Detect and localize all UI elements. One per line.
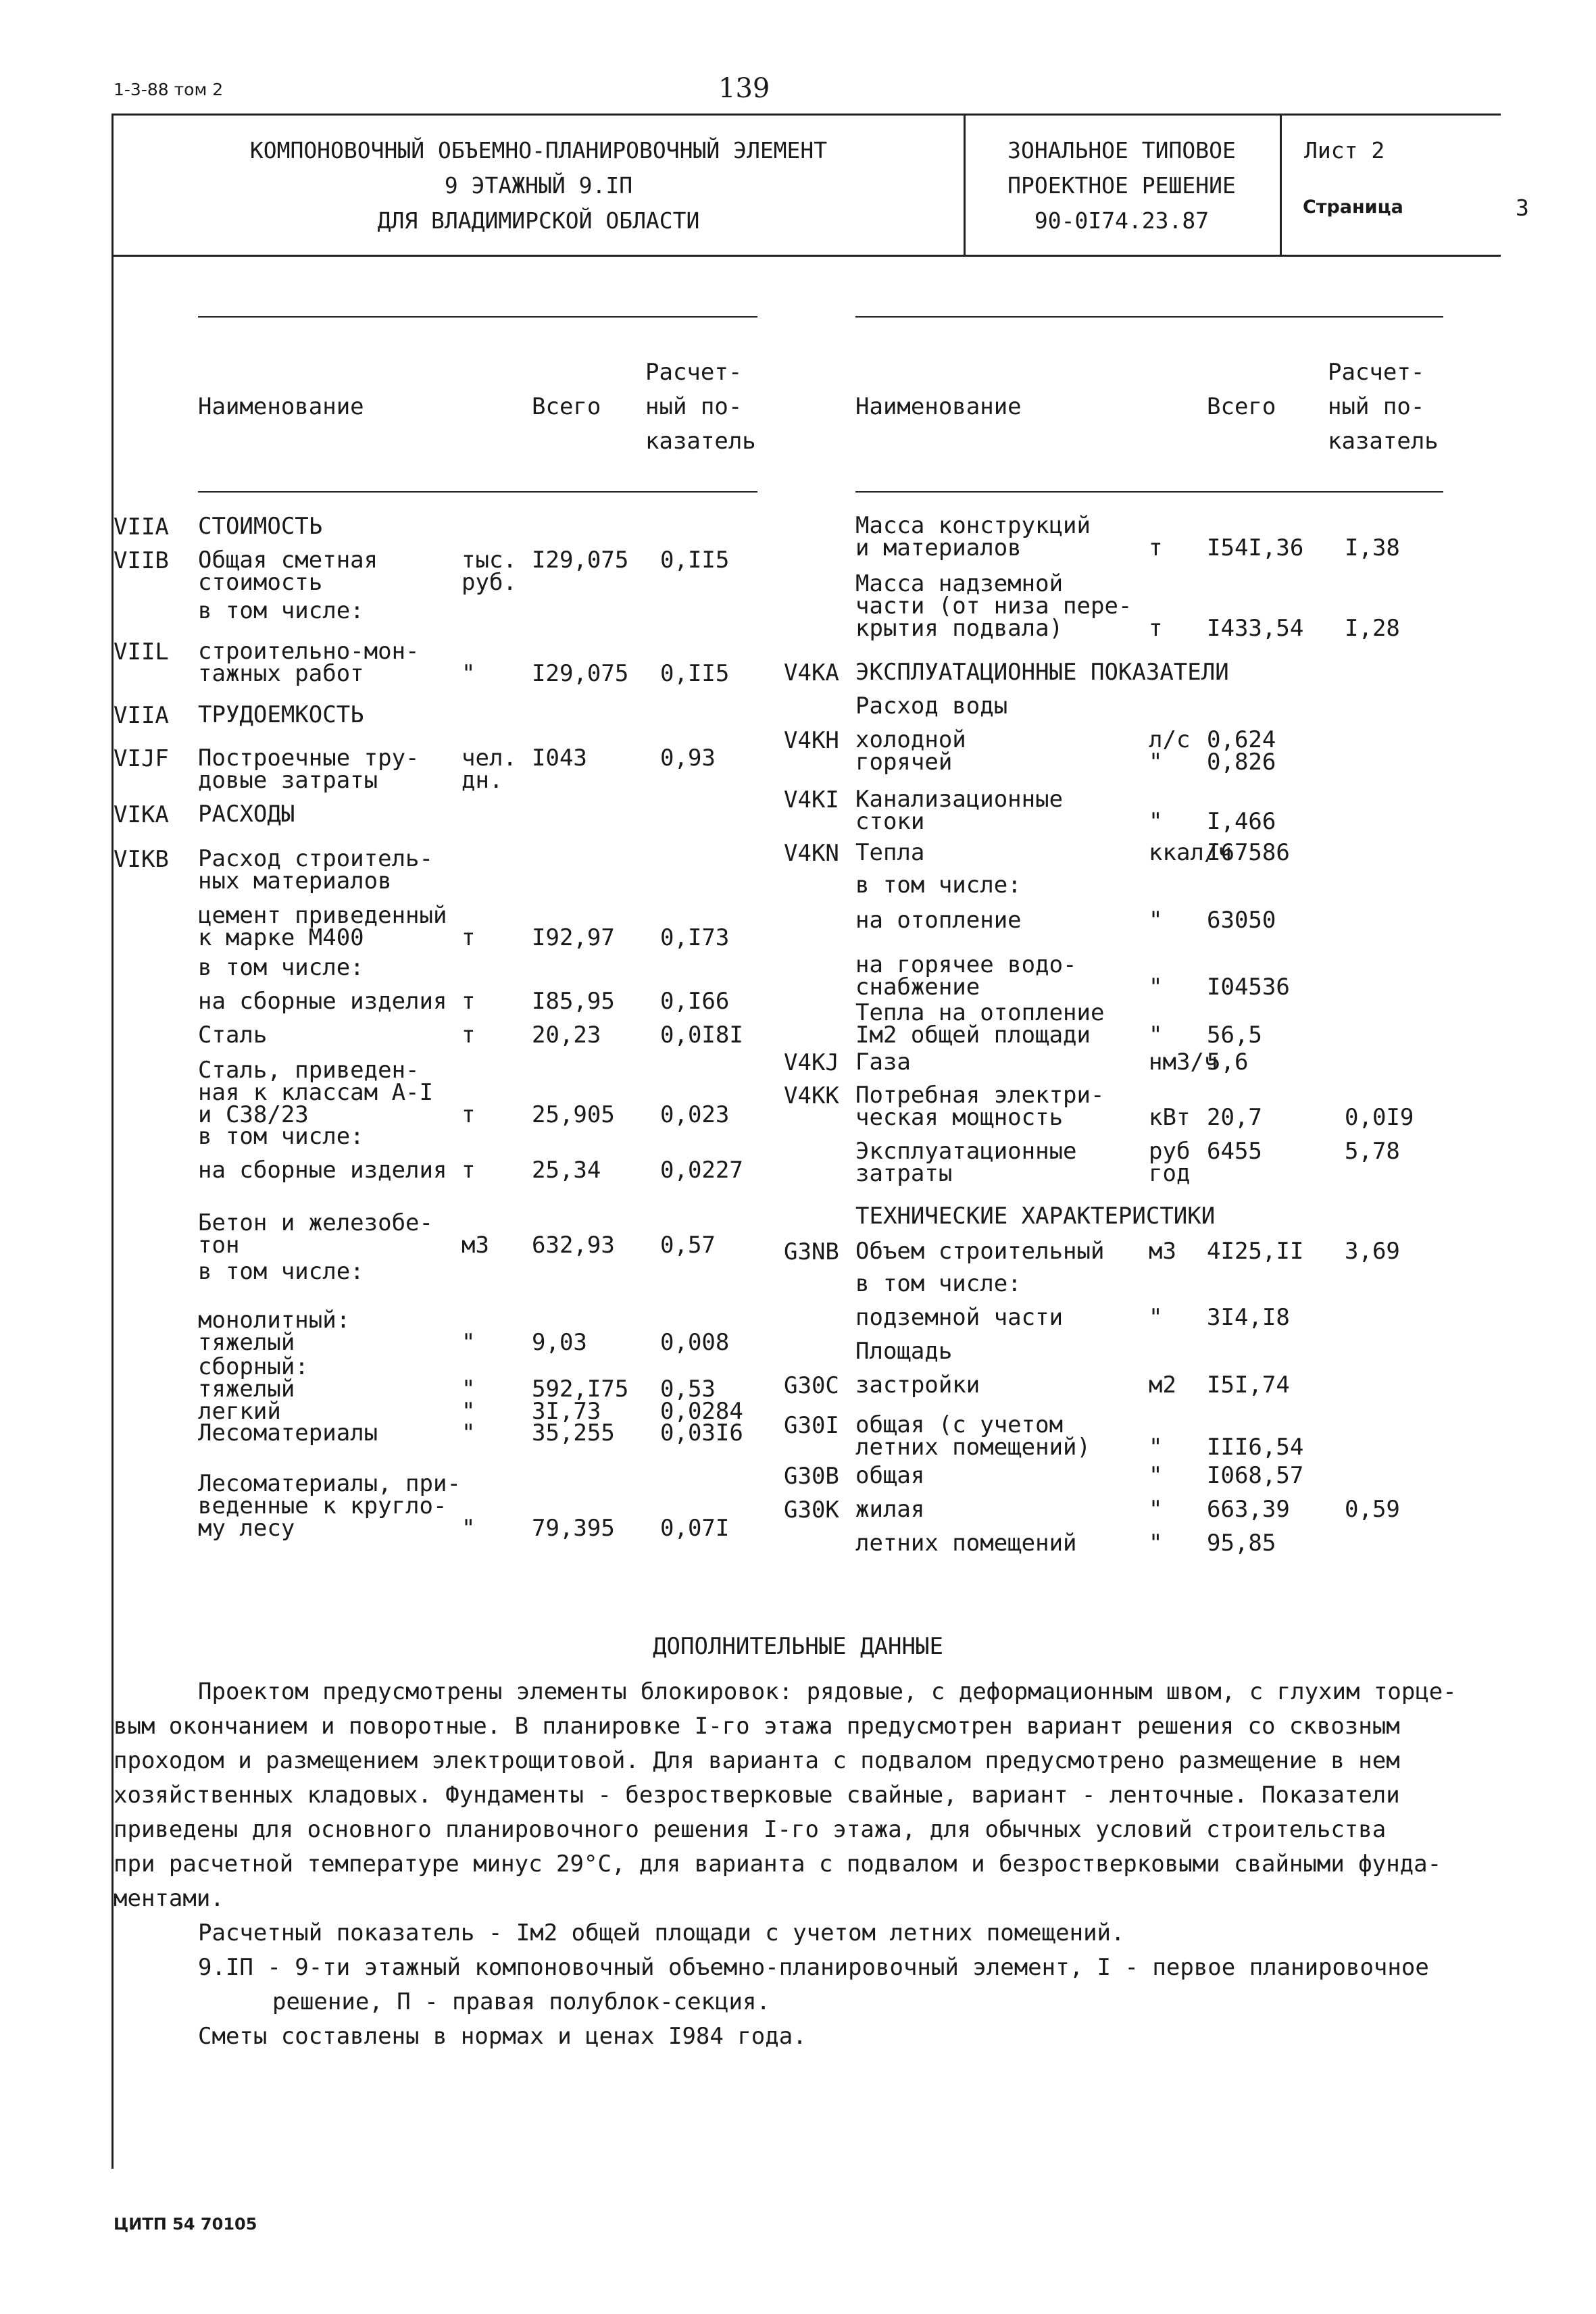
right-row-unit: нм3/ч xyxy=(1149,1049,1218,1076)
note-calc-indicator: Расчетный показатель - Iм2 общей площади с учетом летних помещений. xyxy=(198,1919,1125,1946)
left-row-total: I29,075 xyxy=(532,660,629,687)
right-row-code: G30C xyxy=(784,1372,839,1399)
left-row-name: сборный: xyxy=(198,1353,309,1380)
left-row-total: 79,395 xyxy=(532,1515,615,1542)
left-row-code: VIIA xyxy=(114,513,169,540)
right-row-total: I54I,36 xyxy=(1207,534,1304,561)
left-row-unit: т xyxy=(462,1101,476,1128)
note-element-code: решение, П - правая полублок-секция. xyxy=(272,1988,770,2015)
right-row-code: G30I xyxy=(784,1412,839,1439)
left-row-name: на сборные изделия xyxy=(198,1157,447,1184)
left-row-calc: 0,03I6 xyxy=(660,1419,743,1447)
right-row-total: I04536 xyxy=(1207,974,1290,1001)
right-row-name: в том числе: xyxy=(855,872,1022,899)
left-row-name: СТОИМОСТЬ xyxy=(198,513,323,540)
left-row-name: ная к классам А-I xyxy=(198,1079,433,1106)
left-row-code: VIJF xyxy=(114,745,169,772)
right-row-calc: 5,78 xyxy=(1345,1138,1400,1165)
table-rule xyxy=(198,491,757,493)
right-row-name: стоки xyxy=(855,808,925,835)
right-row-name: в том числе: xyxy=(855,1270,1022,1297)
left-row-total: 632,93 xyxy=(532,1232,615,1259)
left-row-name: тон xyxy=(198,1232,240,1259)
right-row-code: V4KH xyxy=(784,727,839,754)
left-row-unit: " xyxy=(462,1376,476,1403)
table-rule xyxy=(855,316,1443,318)
left-row-name: тяжелый xyxy=(198,1329,295,1356)
left-row-unit: т xyxy=(462,1022,476,1049)
left-col-calc-header: казатель xyxy=(645,428,756,455)
left-row-code: VIKA xyxy=(114,801,169,828)
note-estimates: Сметы составлены в нормах и ценах I984 года. xyxy=(198,2023,807,2050)
left-row-unit: т xyxy=(462,1157,476,1184)
left-row-calc: 0,07I xyxy=(660,1515,730,1542)
right-row-total: 5,6 xyxy=(1207,1049,1249,1076)
left-row-name: в том числе: xyxy=(198,1123,364,1150)
right-row-name: ТЕХНИЧЕСКИЕ ХАРАКТЕРИСТИКИ xyxy=(855,1203,1216,1230)
left-row-name: строительно-мон- xyxy=(198,638,420,665)
left-row-name: в том числе: xyxy=(198,597,364,624)
right-row-unit: т xyxy=(1149,615,1163,642)
right-row-name: затраты xyxy=(855,1160,953,1187)
left-col-calc-header: ный по- xyxy=(645,393,743,420)
left-row-total: I043 xyxy=(532,745,587,772)
right-row-unit: " xyxy=(1149,808,1163,835)
left-row-unit: " xyxy=(462,1419,476,1447)
left-row-code: VIIL xyxy=(114,638,169,665)
left-row-code: VIIB xyxy=(114,547,169,574)
paragraph-line: ментами. xyxy=(114,1885,224,1912)
right-row-code: V4KK xyxy=(784,1082,839,1109)
left-row-calc: 0,53 xyxy=(660,1376,716,1403)
right-row-name: общая (с учетом xyxy=(855,1411,1064,1438)
left-row-unit: " xyxy=(462,1515,476,1542)
left-row-name: довые затраты xyxy=(198,767,378,794)
right-row-unit: ккал/ч xyxy=(1149,839,1232,866)
right-row-total: I5I,74 xyxy=(1207,1372,1290,1399)
right-row-name: Газа xyxy=(855,1049,911,1076)
left-row-calc: 0,I73 xyxy=(660,924,730,951)
right-row-code: V4KN xyxy=(784,840,839,867)
left-row-calc: 0,II5 xyxy=(660,547,730,574)
right-row-unit: " xyxy=(1149,907,1163,934)
title-line-3: ДЛЯ ВЛАДИМИРСКОЙ ОБЛАСТИ xyxy=(377,207,700,234)
page-label: Страница xyxy=(1303,197,1403,218)
right-row-total: 63050 xyxy=(1207,907,1276,934)
left-row-name: Лесоматериалы, при- xyxy=(198,1470,461,1497)
left-row-name: монолитный: xyxy=(198,1307,351,1334)
left-row-calc: 0,0I8I xyxy=(660,1022,743,1049)
left-row-calc: 0,0284 xyxy=(660,1398,743,1425)
left-row-name: ных материалов xyxy=(198,867,392,895)
right-row-name: Канализационные xyxy=(855,786,1064,813)
left-row-total: 25,34 xyxy=(532,1157,601,1184)
right-row-unit: " xyxy=(1149,1462,1163,1489)
left-row-calc: 0,II5 xyxy=(660,660,730,687)
left-row-total: 3I,73 xyxy=(532,1398,601,1425)
left-row-name: стоимость xyxy=(198,569,323,596)
left-row-name: и С38/23 xyxy=(198,1101,309,1128)
project-line-2: ПРОЕКТНОЕ РЕШЕНИЕ xyxy=(1007,172,1236,199)
right-row-calc: I,28 xyxy=(1345,615,1400,642)
title-block-divider xyxy=(1280,116,1282,255)
paragraph-line: при расчетной температуре минус 29°С, для варианта с подвалом и безростверковыми свайными фунда- xyxy=(114,1851,1442,1878)
title-line-2: 9 ЭТАЖНЫЙ 9.IП xyxy=(444,172,633,199)
right-row-total: 56,5 xyxy=(1207,1022,1262,1049)
left-row-name: к марке М400 xyxy=(198,924,364,951)
right-row-name: Объем строительный xyxy=(855,1238,1105,1265)
left-row-name: на сборные изделия xyxy=(198,988,447,1015)
left-row-name: Общая сметная xyxy=(198,547,378,574)
left-row-name: цемент приведенный xyxy=(198,902,447,929)
right-row-calc: 0,59 xyxy=(1345,1496,1400,1523)
right-row-name: летних помещений) xyxy=(855,1434,1091,1461)
left-row-unit: м3 xyxy=(462,1232,489,1259)
right-col-calc-header: ный по- xyxy=(1328,393,1425,420)
right-row-code: G30K xyxy=(784,1496,839,1524)
left-row-unit: " xyxy=(462,1329,476,1356)
right-row-code: G30B xyxy=(784,1463,839,1490)
right-row-name: ЭКСПЛУАТАЦИОННЫЕ ПОКАЗАТЕЛИ xyxy=(855,659,1229,686)
left-row-name: в том числе: xyxy=(198,954,364,981)
left-col-total-header: Всего xyxy=(532,393,601,420)
right-row-unit: т xyxy=(1149,534,1163,561)
right-col-calc-header: Расчет- xyxy=(1328,359,1425,386)
left-row-unit: " xyxy=(462,660,476,687)
right-row-unit: " xyxy=(1149,1530,1163,1557)
left-row-unit: тыс. xyxy=(462,547,517,574)
right-row-unit: м2 xyxy=(1149,1372,1176,1399)
right-row-calc: 3,69 xyxy=(1345,1238,1400,1265)
page-value: 3 xyxy=(1516,195,1529,221)
right-row-total: 6455 xyxy=(1207,1138,1262,1165)
right-row-name: снабжение xyxy=(855,974,980,1001)
right-col-calc-header: казатель xyxy=(1328,428,1439,455)
right-row-name: горячей xyxy=(855,749,953,776)
right-row-name: жилая xyxy=(855,1496,925,1523)
right-row-name: на горячее водо- xyxy=(855,951,1077,978)
right-row-name: Расход воды xyxy=(855,693,1008,720)
right-row-unit: " xyxy=(1149,1434,1163,1461)
right-row-name: общая xyxy=(855,1462,925,1489)
right-row-name: крытия подвала) xyxy=(855,615,1064,642)
right-row-total: 663,39 xyxy=(1207,1496,1290,1523)
note-element-code: 9.IП - 9-ти этажный компоновочный объемно-планировочный элемент, I - первое планировочное xyxy=(198,1954,1429,1981)
right-row-unit: руб xyxy=(1149,1138,1191,1165)
left-row-name: в том числе: xyxy=(198,1258,364,1285)
title-block xyxy=(111,114,1529,257)
paragraph-line: Проектом предусмотрены элементы блокировок: рядовые, с деформационным швом, с глухим торце- xyxy=(198,1678,1457,1705)
left-col-name-header: Наименование xyxy=(198,393,364,420)
right-row-name: Масса конструкций xyxy=(855,512,1091,539)
right-row-total: 0,826 xyxy=(1207,749,1276,776)
left-row-calc: 0,023 xyxy=(660,1101,730,1128)
right-row-code: G3NB xyxy=(784,1238,839,1265)
additional-title: ДОПОЛНИТЕЛЬНЫЕ ДАННЫЕ xyxy=(653,1633,943,1660)
left-row-name: тажных работ xyxy=(198,660,364,687)
right-row-name: и материалов xyxy=(855,534,1022,561)
left-row-unit: чел. xyxy=(462,745,517,772)
right-row-total: I,466 xyxy=(1207,808,1276,835)
right-row-code: V4KI xyxy=(784,786,839,813)
left-row-calc: 0,008 xyxy=(660,1329,730,1356)
right-row-name: на отопление xyxy=(855,907,1022,934)
left-row-unit: дн. xyxy=(462,767,503,794)
left-row-total: I92,97 xyxy=(532,924,615,951)
right-row-unit: кВт xyxy=(1149,1104,1191,1131)
right-row-total: 4I25,II xyxy=(1207,1238,1304,1265)
paragraph-line: приведены для основного планировочного решения I-го этажа, для обычных условий строительства xyxy=(114,1816,1387,1843)
right-row-code: V4KJ xyxy=(784,1049,839,1076)
right-row-name: ческая мощность xyxy=(855,1104,1064,1131)
project-line-1: ЗОНАЛЬНОЕ ТИПОВОЕ xyxy=(1007,137,1236,164)
paragraph-line: вым окончанием и поворотные. В планировке I-го этажа предусмотрен вариант решения со сквозным xyxy=(114,1713,1400,1740)
left-row-unit: " xyxy=(462,1398,476,1425)
right-col-name-header: Наименование xyxy=(855,393,1022,420)
right-row-unit: л/с xyxy=(1149,726,1191,753)
right-row-total: 3I4,I8 xyxy=(1207,1304,1290,1331)
left-col-calc-header: Расчет- xyxy=(645,359,743,386)
right-row-code: V4KA xyxy=(784,659,839,686)
right-row-unit: " xyxy=(1149,749,1163,776)
right-row-unit: " xyxy=(1149,974,1163,1001)
left-row-code: VIIA xyxy=(114,702,169,729)
left-row-name: Бетон и железобе- xyxy=(198,1209,433,1236)
sheet-label: Лист 2 xyxy=(1304,137,1385,164)
right-row-total: I068,57 xyxy=(1207,1462,1304,1489)
right-col-total-header: Всего xyxy=(1207,393,1276,420)
right-row-name: застройки xyxy=(855,1372,980,1399)
right-row-name: Тепла на отопление xyxy=(855,999,1105,1026)
document-code: 1-3-88 том 2 xyxy=(114,80,224,99)
right-row-name: части (от низа пере- xyxy=(855,593,1132,620)
right-row-unit: " xyxy=(1149,1496,1163,1523)
right-row-total: 95,85 xyxy=(1207,1530,1276,1557)
left-row-name: Расход строитель- xyxy=(198,845,433,872)
right-row-unit: " xyxy=(1149,1304,1163,1331)
left-row-total: 35,255 xyxy=(532,1419,615,1447)
table-rule xyxy=(198,316,757,318)
table-rule xyxy=(855,491,1443,493)
left-row-unit: т xyxy=(462,924,476,951)
left-row-name: легкий xyxy=(198,1398,281,1425)
right-row-total: III6,54 xyxy=(1207,1434,1304,1461)
right-row-name: Эксплуатационные xyxy=(855,1138,1077,1165)
left-row-code: VIKB xyxy=(114,846,169,873)
right-row-total: 0,624 xyxy=(1207,726,1276,753)
paragraph-line: проходом и размещением электрощитовой. Для варианта с подвалом предусмотрено размещение в нем xyxy=(114,1747,1400,1774)
left-row-name: Сталь, приведен- xyxy=(198,1057,420,1084)
left-row-calc: 0,93 xyxy=(660,745,716,772)
left-row-total: I85,95 xyxy=(532,988,615,1015)
title-line-1: КОМПОНОВОЧНЫЙ ОБЪЕМНО-ПЛАНИРОВОЧНЫЙ ЭЛЕМЕНТ xyxy=(249,137,828,164)
left-row-calc: 0,I66 xyxy=(660,988,730,1015)
left-row-total: I29,075 xyxy=(532,547,629,574)
right-row-name: подземной части xyxy=(855,1304,1064,1331)
left-row-unit: т xyxy=(462,988,476,1015)
right-row-name: Масса надземной xyxy=(855,570,1064,597)
left-row-name: ТРУДОЕМКОСТЬ xyxy=(198,701,364,728)
right-row-name: Iм2 общей площади xyxy=(855,1022,1091,1049)
left-row-total: 592,I75 xyxy=(532,1376,629,1403)
print-stamp: ЦИТП 54 70105 xyxy=(114,2215,257,2234)
left-row-unit: руб. xyxy=(462,569,517,596)
left-row-name: Лесоматериалы xyxy=(198,1419,378,1447)
right-row-calc: I,38 xyxy=(1345,534,1400,561)
left-row-calc: 0,0227 xyxy=(660,1157,743,1184)
right-row-unit: " xyxy=(1149,1022,1163,1049)
left-row-name: му лесу xyxy=(198,1515,295,1542)
right-row-calc: 0,0I9 xyxy=(1345,1104,1414,1131)
right-row-name: летних помещений xyxy=(855,1530,1077,1557)
right-row-unit: год xyxy=(1149,1160,1191,1187)
paragraph-line: хозяйственных кладовых. Фундаменты - безростверковые свайные, вариант - ленточные. Показатели xyxy=(114,1782,1400,1809)
left-row-calc: 0,57 xyxy=(660,1232,716,1259)
right-row-total: I433,54 xyxy=(1207,615,1304,642)
left-row-total: 20,23 xyxy=(532,1022,601,1049)
left-row-name: Сталь xyxy=(198,1022,268,1049)
right-row-name: Площадь xyxy=(855,1338,953,1365)
page-number: 139 xyxy=(718,73,770,104)
right-row-total: 20,7 xyxy=(1207,1104,1262,1131)
right-row-unit: м3 xyxy=(1149,1238,1176,1265)
left-row-name: РАСХОДЫ xyxy=(198,801,295,828)
left-row-total: 25,905 xyxy=(532,1101,615,1128)
project-number: 90-0I74.23.87 xyxy=(1034,207,1210,234)
right-row-name: холодной xyxy=(855,726,966,753)
left-row-name: веденные к кругло- xyxy=(198,1492,447,1519)
right-row-name: Потребная электри- xyxy=(855,1082,1105,1109)
right-row-total: I67586 xyxy=(1207,839,1290,866)
left-row-total: 9,03 xyxy=(532,1329,587,1356)
right-row-name: Тепла xyxy=(855,839,925,866)
left-row-name: Построечные тру- xyxy=(198,745,420,772)
left-row-name: тяжелый xyxy=(198,1376,295,1403)
